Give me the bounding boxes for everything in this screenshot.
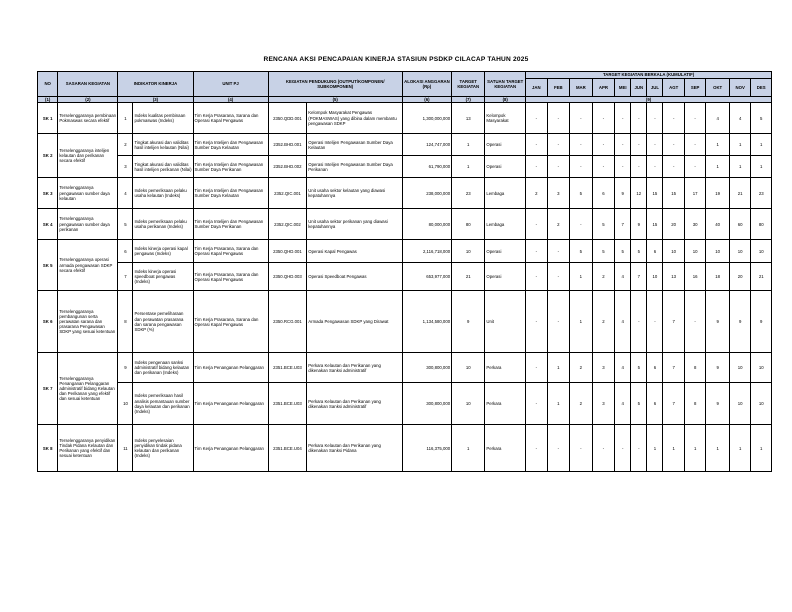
- monthly-target: 2: [570, 383, 593, 425]
- budget-allocation: 124,747,000: [402, 134, 451, 156]
- monthly-target: 5: [615, 240, 631, 263]
- monthly-target: 1: [663, 425, 684, 472]
- goal-text: Terselenggaranya pengawasan sumber daya kelautan: [58, 178, 118, 209]
- monthly-target: -: [592, 134, 615, 156]
- activity-code: 2352.QIC.001: [268, 178, 307, 209]
- monthly-target: 8: [684, 383, 705, 425]
- monthly-target: 2: [570, 353, 593, 383]
- monthly-target: -: [547, 156, 570, 178]
- unit-pj: Tim Kerja Intelijen dan Pengawasan Sumber Daya Kelautan: [193, 134, 268, 156]
- col-number: (8): [485, 97, 526, 103]
- month-header: OKT: [706, 79, 730, 97]
- indicator-number: 8: [118, 291, 133, 353]
- budget-allocation: 80,000,000: [402, 209, 451, 240]
- activity-component: Perkara Kelautan dan Perikanan yang dikenakan Sanksi administratif: [307, 353, 403, 383]
- target-unit: Perkara: [485, 353, 526, 383]
- monthly-target: 80: [751, 209, 772, 240]
- budget-allocation: 1,134,580,000: [402, 291, 451, 353]
- activity-code: 2350.QHD.001: [268, 240, 307, 263]
- monthly-target: 9: [729, 291, 750, 353]
- activity-target: 21: [452, 263, 485, 291]
- table-row: [38, 156, 772, 178]
- indicator-text: Indeks pemeriksaan hasil analisis pemantauan sumber daya kelautan dan perikanan (Indeks): [133, 383, 193, 425]
- indicator-text: Persentase pemeliharaan dan perawatan prasarana dan sarana pengawasan SDKP (%): [133, 291, 193, 353]
- monthly-target: -: [526, 103, 547, 134]
- table-row: [38, 291, 772, 353]
- monthly-target: 1: [647, 425, 663, 472]
- activity-code: 2351.BCE.U03: [268, 383, 307, 425]
- col-number: (3): [118, 97, 193, 103]
- col-number: (2): [58, 97, 118, 103]
- monthly-target: 10: [706, 240, 730, 263]
- activity-code: 2350.QHD.003: [268, 263, 307, 291]
- activity-code: 2352.BHD.002: [268, 156, 307, 178]
- month-header: FEB: [547, 79, 570, 97]
- monthly-target: -: [631, 103, 647, 134]
- monthly-target: -: [684, 134, 705, 156]
- monthly-target: 2: [547, 209, 570, 240]
- header-target: TARGET KEGIATAN: [452, 72, 485, 97]
- target-unit: Operasi: [485, 156, 526, 178]
- activity-component: Kelompok Masyarakat Pengawas (POKMASWAS) yang dibina dalam membantu pengawasan SDKP: [307, 103, 403, 134]
- activity-target: 1: [452, 425, 485, 472]
- indicator-text: Indeks pengenaan sanksi administratif bidang kelautan dan perikanan (Indeks): [133, 353, 193, 383]
- monthly-target: 9: [631, 209, 647, 240]
- monthly-target: 8: [684, 353, 705, 383]
- monthly-target: 1: [751, 156, 772, 178]
- activity-component: Operasi Kapal Pengawas: [307, 240, 403, 263]
- col-number: (5): [268, 97, 402, 103]
- activity-target: 23: [452, 178, 485, 209]
- goal-code: SK 8: [38, 425, 58, 472]
- monthly-target: -: [570, 134, 593, 156]
- monthly-target: 18: [706, 263, 730, 291]
- unit-pj: Tim Kerja Penanganan Pelanggaran: [193, 383, 268, 425]
- unit-pj: Tim Kerja Prasarana, Sarana dan Operasi Kapal Pengawas: [193, 263, 268, 291]
- unit-pj: Tim Kerja Intelijen dan Pengawasan Sumber Daya Perikanan: [193, 156, 268, 178]
- goal-text: Terselenggaranya operasi armada pengawasan SDKP secara efektif: [58, 240, 118, 291]
- monthly-target: 9: [706, 353, 730, 383]
- goal-text: Terselenggaranya pengawasan sumber daya perikanan: [58, 209, 118, 240]
- monthly-target: 1: [684, 425, 705, 472]
- monthly-target: 3: [592, 383, 615, 425]
- activity-target: 10: [452, 240, 485, 263]
- activity-target: 13: [452, 103, 485, 134]
- monthly-target: 1: [729, 156, 750, 178]
- budget-allocation: 238,000,000: [402, 178, 451, 209]
- table-row: [38, 134, 772, 156]
- monthly-target: 5: [631, 383, 647, 425]
- target-unit: Operasi: [485, 263, 526, 291]
- monthly-target: 3: [547, 178, 570, 209]
- indicator-text: Indeks penyelesaian penyidikan tindak pidana kelautan dan perikanan (Indeks): [133, 425, 193, 472]
- unit-pj: Tim Kerja Intelijen dan Pengawasan Sumber Daya Perikanan: [193, 209, 268, 240]
- monthly-target: 4: [729, 103, 750, 134]
- month-header: APR: [592, 79, 615, 97]
- monthly-target: 5: [631, 240, 647, 263]
- monthly-target: 7: [615, 209, 631, 240]
- monthly-target: 13: [663, 263, 684, 291]
- monthly-target: -: [570, 103, 593, 134]
- header-indikator: INDIKATOR KINERJA: [118, 72, 193, 97]
- activity-code: 2350.RCG.001: [268, 291, 307, 353]
- monthly-target: -: [631, 156, 647, 178]
- monthly-target: 21: [729, 178, 750, 209]
- monthly-target: 1: [706, 425, 730, 472]
- monthly-target: 30: [684, 209, 705, 240]
- monthly-target: -: [631, 291, 647, 353]
- indicator-text: Tingkat akurasi dan validitas hasil intelijen perikanan (Nilai): [133, 156, 193, 178]
- month-header: MAR: [570, 79, 593, 97]
- activity-target: 10: [452, 353, 485, 383]
- monthly-target: 10: [684, 240, 705, 263]
- table-row: [38, 383, 772, 425]
- monthly-target: -: [647, 291, 663, 353]
- col-number: (7): [452, 97, 485, 103]
- monthly-target: 2: [526, 178, 547, 209]
- indicator-number: 11: [118, 425, 133, 472]
- target-unit: Operasi: [485, 240, 526, 263]
- monthly-target: 7: [663, 353, 684, 383]
- target-unit: Perkara: [485, 425, 526, 472]
- monthly-target: 7: [663, 383, 684, 425]
- activity-component: Unit usaha sektor perikanan yang diawasi kepatuhannya: [307, 209, 403, 240]
- monthly-target: -: [647, 103, 663, 134]
- col-number: (4): [193, 97, 268, 103]
- header-unit: UNIT PJ: [193, 72, 268, 97]
- monthly-target: -: [615, 134, 631, 156]
- monthly-target: -: [592, 425, 615, 472]
- monthly-target: -: [615, 425, 631, 472]
- indicator-text: Tingkat akurasi dan validitas hasil intelijen kelautan (Nilai): [133, 134, 193, 156]
- activity-component: Operasi Intelijen Pengawasan Sumber Daya Perikanan: [307, 156, 403, 178]
- monthly-target: 7: [663, 291, 684, 353]
- monthly-target: 4: [615, 263, 631, 291]
- activity-code: 2352.QIC.002: [268, 209, 307, 240]
- header-berkala: TARGET KEGIATAN BERKALA (KUMULATIF): [526, 72, 772, 79]
- table-row: [38, 353, 772, 383]
- month-header: MEI: [615, 79, 631, 97]
- unit-pj: Tim Kerja Prasarana, Sarana dan Operasi Kapal Pengawas: [193, 103, 268, 134]
- table-row: [38, 263, 772, 291]
- monthly-target: 23: [751, 178, 772, 209]
- goal-text: Terselenggaranya pembinaan Pokmaswas secara efektif: [58, 103, 118, 134]
- activity-component: Perkara Kelautan dan Perikanan yang dikenakan Sanksi administratif: [307, 383, 403, 425]
- monthly-target: 10: [751, 240, 772, 263]
- monthly-target: 6: [592, 178, 615, 209]
- monthly-target: 10: [751, 353, 772, 383]
- monthly-target: -: [547, 291, 570, 353]
- budget-allocation: 653,977,000: [402, 263, 451, 291]
- budget-allocation: 116,375,000: [402, 425, 451, 472]
- indicator-text: Indeks kinerja operasi kapal pengawas (Indeks): [133, 240, 193, 263]
- header-alokasi: ALOKASI ANGGARAN (Rp): [402, 72, 451, 97]
- col-number: (6): [402, 97, 451, 103]
- activity-component: Operasi Intelijen Pengawasan Sumber Daya Kelautan: [307, 134, 403, 156]
- monthly-target: 5: [570, 178, 593, 209]
- goal-code: SK 6: [38, 291, 58, 353]
- activity-target: 1: [452, 134, 485, 156]
- monthly-target: 6: [647, 383, 663, 425]
- monthly-target: -: [526, 383, 547, 425]
- monthly-target: -: [684, 291, 705, 353]
- monthly-target: 20: [663, 209, 684, 240]
- table-row: [38, 209, 772, 240]
- monthly-target: 5: [751, 103, 772, 134]
- monthly-target: 2: [592, 291, 615, 353]
- monthly-target: 9: [706, 383, 730, 425]
- col-number: (1): [38, 97, 58, 103]
- monthly-target: 1: [729, 425, 750, 472]
- month-header: AGT: [663, 79, 684, 97]
- goal-code: SK 4: [38, 209, 58, 240]
- activity-code: 2351.BCE.U03: [268, 353, 307, 383]
- indicator-text: Indeks kinerja operasi speedboat pengawas (Indeks): [133, 263, 193, 291]
- monthly-target: 21: [751, 263, 772, 291]
- monthly-target: -: [570, 209, 593, 240]
- monthly-target: 1: [729, 134, 750, 156]
- monthly-target: -: [526, 291, 547, 353]
- indicator-number: 6: [118, 240, 133, 263]
- activity-code: 2350.QDD.001: [268, 103, 307, 134]
- unit-pj: Tim Kerja Penanganan Pelanggaran: [193, 425, 268, 472]
- table-row: [38, 240, 772, 263]
- indicator-text: Indeks pemeriksaan pelaku usaha perikanan (Indeks): [133, 209, 193, 240]
- month-header: JUL: [647, 79, 663, 97]
- monthly-target: 6: [647, 240, 663, 263]
- monthly-target: -: [663, 103, 684, 134]
- monthly-target: -: [631, 134, 647, 156]
- monthly-target: -: [647, 156, 663, 178]
- monthly-target: -: [592, 156, 615, 178]
- monthly-target: -: [547, 134, 570, 156]
- header-no: NO: [38, 72, 58, 97]
- monthly-target: 12: [631, 178, 647, 209]
- monthly-target: 1: [547, 383, 570, 425]
- monthly-target: 4: [615, 353, 631, 383]
- header-satuan: SATUAN TARGET KEGIATAN: [485, 72, 526, 97]
- table-row: [38, 425, 772, 472]
- monthly-target: -: [526, 134, 547, 156]
- unit-pj: Tim Kerja Prasarana, Sarana dan Operasi Kapal Pengawas: [193, 291, 268, 353]
- monthly-target: 19: [706, 178, 730, 209]
- month-header: DES: [751, 79, 772, 97]
- activity-target: 9: [452, 291, 485, 353]
- monthly-target: -: [592, 103, 615, 134]
- monthly-target: 10: [729, 353, 750, 383]
- activity-component: Perkara Kelautan dan Perikanan yang dikenakan Sanksi Pidana: [307, 425, 403, 472]
- monthly-target: -: [684, 156, 705, 178]
- indicator-text: Indeks kualitas pembinaan pokmaswas (Indeks): [133, 103, 193, 134]
- monthly-target: 10: [729, 240, 750, 263]
- monthly-target: -: [547, 263, 570, 291]
- monthly-target: 4: [706, 103, 730, 134]
- unit-pj: Tim Kerja Prasarana, Sarana dan Operasi Kapal Pengawas: [193, 240, 268, 263]
- activity-component: Operasi Speedboat Pengawas: [307, 263, 403, 291]
- monthly-target: -: [663, 156, 684, 178]
- indicator-number: 3: [118, 156, 133, 178]
- monthly-target: 5: [592, 240, 615, 263]
- activity-target: 80: [452, 209, 485, 240]
- monthly-target: -: [631, 425, 647, 472]
- monthly-target: 10: [647, 263, 663, 291]
- indicator-text: Indeks pemeriksaan pelaku usaha kelautan (Indeks): [133, 178, 193, 209]
- monthly-target: 7: [631, 263, 647, 291]
- goal-code: SK 3: [38, 178, 58, 209]
- goal-text: Terselenggaranya Penanganan Pelanggaran administratif bidang Kelautan dan Perikanan yang efektif dan sesuai ketentuan: [58, 353, 118, 425]
- monthly-target: 1: [751, 425, 772, 472]
- monthly-target: 10: [663, 240, 684, 263]
- monthly-target: 9: [706, 291, 730, 353]
- monthly-target: 6: [647, 353, 663, 383]
- indicator-number: 2: [118, 134, 133, 156]
- goal-code: SK 7: [38, 353, 58, 425]
- monthly-target: 10: [751, 383, 772, 425]
- monthly-target: -: [526, 425, 547, 472]
- monthly-target: 1: [706, 134, 730, 156]
- month-header: JUN: [631, 79, 647, 97]
- monthly-target: 5: [570, 240, 593, 263]
- month-header: NOV: [729, 79, 750, 97]
- target-unit: Perkara: [485, 383, 526, 425]
- monthly-target: -: [570, 156, 593, 178]
- monthly-target: 4: [615, 383, 631, 425]
- activity-target: 1: [452, 156, 485, 178]
- monthly-target: 1: [547, 353, 570, 383]
- goal-code: SK 1: [38, 103, 58, 134]
- activity-component: Unit usaha sektor kelautan yang diawasi kepatuhannya: [307, 178, 403, 209]
- col-number: (9): [526, 97, 772, 103]
- monthly-target: 1: [751, 134, 772, 156]
- table-row: [38, 103, 772, 134]
- target-unit: Unit: [485, 291, 526, 353]
- monthly-target: 15: [663, 178, 684, 209]
- header-sasaran: SASARAN KEGIATAN: [58, 72, 118, 97]
- indicator-number: 9: [118, 353, 133, 383]
- target-unit: Kelompok Masyarakat: [485, 103, 526, 134]
- month-header: SEP: [684, 79, 705, 97]
- monthly-target: 17: [684, 178, 705, 209]
- monthly-target: 16: [684, 263, 705, 291]
- goal-text: Terselenggaranya intelijen kelautan dan perikanan secara efektif: [58, 134, 118, 178]
- monthly-target: 5: [631, 353, 647, 383]
- monthly-target: -: [526, 240, 547, 263]
- indicator-number: 4: [118, 178, 133, 209]
- target-unit: Lembaga: [485, 209, 526, 240]
- goal-code: SK 2: [38, 134, 58, 178]
- monthly-target: 2: [592, 263, 615, 291]
- monthly-target: -: [615, 103, 631, 134]
- monthly-target: -: [526, 263, 547, 291]
- goal-text: Terselenggaranya penyidikan Tindak Pidana Kelautan dan Perikanan yang efektif dan sesuai ketentuan: [58, 425, 118, 472]
- monthly-target: -: [526, 156, 547, 178]
- target-unit: Lembaga: [485, 178, 526, 209]
- monthly-target: -: [526, 209, 547, 240]
- unit-pj: Tim Kerja Penanganan Pelanggaran: [193, 353, 268, 383]
- budget-allocation: 61,790,000: [402, 156, 451, 178]
- budget-allocation: 1,300,000,000: [402, 103, 451, 134]
- activity-code: 2351.BCE.U04: [268, 425, 307, 472]
- monthly-target: -: [547, 425, 570, 472]
- monthly-target: 3: [592, 353, 615, 383]
- monthly-target: 1: [570, 263, 593, 291]
- target-unit: Operasi: [485, 134, 526, 156]
- monthly-target: 40: [706, 209, 730, 240]
- monthly-target: -: [570, 425, 593, 472]
- monthly-target: 20: [729, 263, 750, 291]
- indicator-number: 1: [118, 103, 133, 134]
- unit-pj: Tim Kerja Intelijen dan Pengawasan Sumber Daya Kelautan: [193, 178, 268, 209]
- indicator-number: 5: [118, 209, 133, 240]
- monthly-target: -: [547, 240, 570, 263]
- monthly-target: -: [647, 134, 663, 156]
- budget-allocation: 300,800,000: [402, 383, 451, 425]
- monthly-target: 1: [706, 156, 730, 178]
- monthly-target: -: [684, 103, 705, 134]
- monthly-target: 60: [729, 209, 750, 240]
- indicator-number: 10: [118, 383, 133, 425]
- monthly-target: 9: [751, 291, 772, 353]
- indicator-number: 7: [118, 263, 133, 291]
- monthly-target: 1: [570, 291, 593, 353]
- monthly-target: -: [526, 353, 547, 383]
- monthly-target: 5: [592, 209, 615, 240]
- budget-allocation: 300,800,000: [402, 353, 451, 383]
- monthly-target: 10: [729, 383, 750, 425]
- activity-target: 10: [452, 383, 485, 425]
- goal-text: Terselenggaranya pembangunan serta perawatan sarana dan prasarana Pengawasan SDKP yang sesuai ketentuan: [58, 291, 118, 353]
- monthly-target: 15: [647, 209, 663, 240]
- header-kegiatan: KEGIATAN PENDUKUNG (OUTPUT/KOMPONEN/ SUBKOMPONEN): [268, 72, 402, 97]
- monthly-target: -: [547, 103, 570, 134]
- activity-component: Armada Pengawasan SDKP yang Dirawat: [307, 291, 403, 353]
- goal-code: SK 5: [38, 240, 58, 291]
- monthly-target: 15: [647, 178, 663, 209]
- budget-allocation: 2,116,718,000: [402, 240, 451, 263]
- activity-code: 2352.BHD.001: [268, 134, 307, 156]
- monthly-target: -: [615, 156, 631, 178]
- action-plan-table: [37, 71, 772, 472]
- page-title: RENCANA AKSI PENCAPAIAN KINERJA STASIUN PSDKP CILACAP TAHUN 2025: [263, 56, 529, 63]
- monthly-target: -: [663, 134, 684, 156]
- monthly-target: 9: [615, 178, 631, 209]
- monthly-target: 4: [615, 291, 631, 353]
- month-header: JAN: [526, 79, 547, 97]
- table-row: [38, 178, 772, 209]
